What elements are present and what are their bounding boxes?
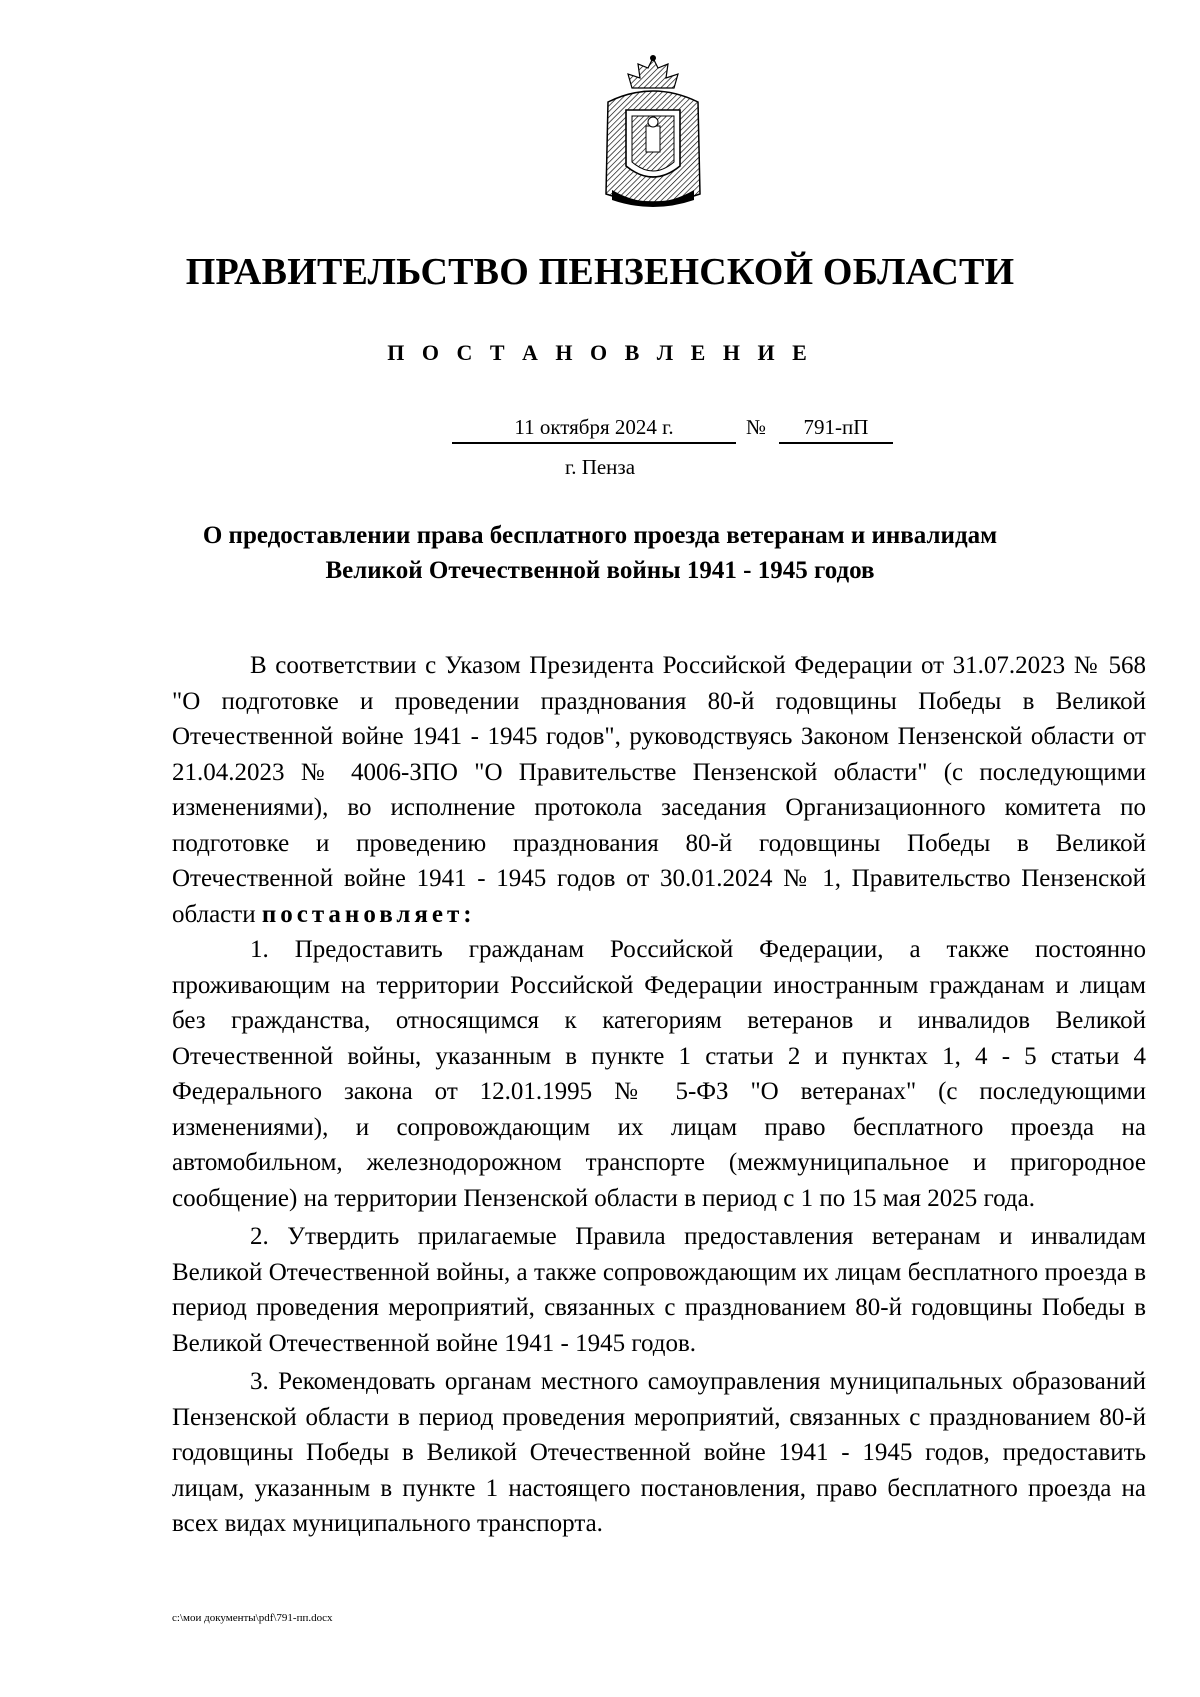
city: г. Пенза bbox=[564, 455, 636, 479]
document-number: 791-пП bbox=[779, 415, 893, 444]
item-1-paragraph: 1. Предоставить гражданам Российской Федерации, а также постоянно проживающим на территории Российской Федерации иностранным гражданам и лицам без гражданства, относящимся к категориям ветеранов и инвалидов Великой Отечественной войны, указанным в пункте 1 статьи 2 и пунктах 1, 4 - 5 статьи 4 Федерального закона от 12.01.1995 № 5-ФЗ "О ветеранах" (с последующими изменениями), и сопровождающим их лицам право бесплатного проезда на автомобильном, железнодорожном транспорте (межмуниципальное и пригородное сообщение) на территории Пензенской области в период с 1 по 15 мая 2025 года. bbox=[172, 936, 1146, 1212]
document-date: 11 октября 2024 г. bbox=[452, 415, 736, 444]
item-2-paragraph: 2. Утвердить прилагаемые Правила предоставления ветеранам и инвалидам Великой Отечественной войны, а также сопровождающим их лицам бесплатного проезда в период проведения мероприятий, связанных с празднованием 80-й годовщины Победы в Великой Отечественной войне 1941 - 1945 годов. bbox=[172, 1223, 1146, 1357]
document-heading bbox=[170, 518, 1030, 588]
organization-title: ПРАВИТЕЛЬСТВО ПЕНЗЕНСКОЙ ОБЛАСТИ bbox=[185, 251, 1015, 293]
document-type: П О С Т А Н О В Л Е Н И Е bbox=[387, 340, 813, 365]
footer-file-path: c:\мои документы\pdf\791-пп.docx bbox=[172, 1612, 333, 1624]
heading-line-2: Великой Отечественной войны 1941 - 1945 годов bbox=[325, 557, 875, 584]
heading-line-1: О предоставлении права бесплатного проезда ветеранам и инвалидам bbox=[202, 522, 998, 549]
coat-of-arms-icon bbox=[598, 54, 708, 214]
decree-verb: постановляет: bbox=[261, 900, 476, 928]
preamble-paragraph bbox=[172, 648, 1146, 932]
item-3-paragraph: 3. Рекомендовать органам местного самоуправления муниципальных образований Пензенской области в период проведения мероприятий, связанных с празднованием 80-й годовщины Победы в Великой Отечественной войне 1941 - 1945 годов, предоставить лицам, указанным в пункте 1 настоящего постановления, право бесплатного проезда на всех видах муниципального транспорта. bbox=[172, 1368, 1146, 1537]
number-sign: № bbox=[746, 415, 767, 439]
document-body bbox=[172, 648, 1146, 1542]
preamble-text: В соответствии с Указом Президента Российской Федерации от 31.07.2023 № 568 "О подготовке и проведении празднования 80-й годовщины Победы в Великой Отечественной войне 1941 - 1945 годов", руководствуясь Законом Пензенской области от 21.04.2023 № 4006-ЗПО "О Правительстве Пензенской области" (с последующими изменениями), во исполнение протокола заседания Организационного комитета по подготовке и проведению празднования 80-й годовщины Победы в Великой Отечественной войне 1941 - 1945 годов от 30.01.2024 № 1, Правительство Пензенской области bbox=[172, 652, 1146, 928]
